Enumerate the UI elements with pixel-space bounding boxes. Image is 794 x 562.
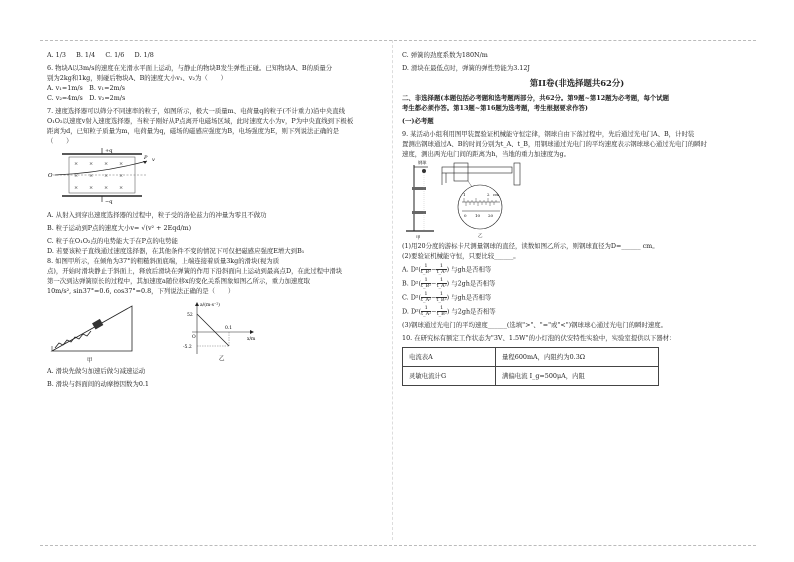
svg-text:×: × [104, 161, 109, 167]
q9-line2: 置测出钢球通过A、B的时间分别为t_A、t_B，用钢球通过光电门的平均速度表示钢球球心通过光电门的瞬时 [402, 140, 707, 148]
part2-subsection: (一)必考题 [402, 117, 434, 125]
q9-sub3: (3)钢球通过光电门的平均速度______(选填">"、"="或"<")钢球球心通过光电门的瞬时速度。 [402, 321, 668, 329]
q9-figure-yi-label: 乙 [478, 234, 483, 239]
q9-option-d-d2: D² [410, 307, 419, 316]
table-cell: 满偏电流 I_g=500μA，内阻 [496, 367, 659, 386]
q7-minus-label: −q [105, 199, 113, 204]
q9-option-a-minus: − [431, 265, 437, 274]
q8-line3: 第一次到达弹簧原长的过程中，其加速度a随位移x的变化关系图象如图乙所示，重力加速度取 [47, 277, 311, 285]
q8-tick-01: 0.1 [225, 326, 233, 331]
photogate-caliper-figure [402, 159, 602, 241]
q6-line1: 6. 物块A以3m/s的速度在光滑水平面上运动，与静止的物块B发生弹性正碰。已知物块A、B的质量分 [47, 64, 333, 72]
table-cell: 电流表A [403, 348, 496, 367]
q9-option-d-letter: D. [402, 307, 409, 316]
q8-option-a: A. 滑块先做匀加速后做匀减速运动 [47, 367, 146, 375]
q7-line1: 7. 速度选择器可以筛分不同速率的粒子，如图所示，极大一质量m、电荷量q的粒子(不计重力)沿中央直线 [47, 107, 346, 115]
q8-figure-jia-label: 甲 [87, 358, 93, 364]
q9-option-b-tail: 与2gh是否相等 [451, 279, 496, 288]
q9-option-a-d2: D² [410, 265, 419, 274]
q10-line: 10. 在研究标有额定工作状态为"3V、1.5W"的小灯泡的伏安特性实验中，实验室提供以下器材： [402, 334, 676, 342]
svg-text:×: × [119, 173, 124, 179]
q9-option-b-frac2: $\frac{1}{\text{t\_A²}}$ [436, 277, 447, 289]
q8-tick-m52: -5.2 [183, 345, 192, 350]
q8-line1: 8. 如图甲所示，在倾角为37°的粗糙斜面底端，上端连接着质量3kg的滑块(视为质 [47, 257, 280, 265]
q8-tick-52: 52 [187, 313, 193, 318]
q8-axis-a-label: a/(m·s⁻²) [200, 303, 220, 308]
q7-p-label: P [144, 155, 148, 161]
q9-option-a-letter: A. [402, 265, 409, 274]
svg-text:×: × [119, 161, 124, 167]
q7-option-a: A. 从射入到穿出速度选择器的过程中，粒子受的洛伦兹力的冲量为零且不做功 [47, 211, 267, 219]
q8-option-c: C. 弹簧的劲度系数为180N/m [402, 51, 488, 59]
q9-sub1: (1)用20分度的游标卡尺测量钢球的直径，读数如图乙所示，则钢球直径为D=______ cm。 [402, 242, 659, 250]
svg-text:×: × [89, 173, 94, 179]
vernier-label-0: 0 [464, 213, 467, 218]
bottom-border [40, 545, 756, 546]
top-border [40, 40, 756, 41]
table-cell: 量程600mA，内阻约为0.3Ω [496, 348, 659, 367]
column-divider [392, 40, 393, 540]
q9-option-c-letter: C. [402, 293, 409, 302]
q5-option-b: B. 1/4 [76, 51, 96, 59]
q9-option-d-tail: 与2gh是否相等 [451, 307, 496, 316]
svg-text:×: × [119, 185, 124, 191]
q9-option-c-frac1: $\frac{1}{\text{t\_A²}}$ [420, 291, 432, 303]
incline-spring-figure [47, 296, 307, 366]
part2-title: 第II卷(非选择题共62分) [529, 78, 625, 88]
right-column [402, 50, 752, 386]
q9-option-b-frac1: $\frac{1}{\text{t\_B²}}$ [420, 277, 432, 289]
q9-option-a-frac2: $\frac{1}{\text{t\_A²}}$ [436, 263, 447, 275]
q7-option-d: D. 若要该粒子直线通过速度选择器，在其他条件不变的情况下可仅把磁感应强度E增大到B₁ [47, 247, 305, 255]
table-row [403, 348, 659, 367]
q8-figure-yi-label: 乙 [219, 356, 225, 362]
q9-option-d-minus: − [431, 307, 437, 316]
q9-option-c-d2: D² [410, 293, 419, 302]
equipment-table [402, 347, 659, 386]
q9-option-d-frac2: $\frac{1}{\text{t\_B²}}$ [436, 305, 447, 317]
q9-option-a-tail: 与gh是否相等 [451, 265, 492, 274]
svg-text:×: × [89, 185, 94, 191]
svg-text:×: × [104, 185, 109, 191]
velocity-selector-figure [47, 146, 177, 204]
q7-plus-label: +q [105, 148, 113, 154]
ruler-label-2: 2 [487, 192, 490, 197]
q8-origin-label: O [192, 335, 196, 340]
q7-origin-label: O [48, 173, 53, 179]
q5-option-d: D. 1/8 [134, 51, 154, 59]
svg-text:×: × [104, 173, 109, 179]
q9-ball-label: 钢球 [418, 160, 427, 165]
q5-option-c: C. 1/6 [105, 51, 125, 59]
q8-line4: 10m/s², sin37°=0.6, cos37°=0.8，下列说法正确的是（ ） [47, 287, 235, 295]
q9-option-b-letter: B. [402, 279, 409, 288]
q7-option-c: C. 粒子在O₁O₂点的电势能大于在P点的电势能 [47, 237, 178, 245]
q6-line2: 别为2kg和1kg，则碰后物块A、B的速度大小v₁、v₂为（ ） [47, 74, 227, 82]
q7-line3: 距离为d，已知粒子质量为m，电荷量为q，磁场的磁感应强度为B，电场强度为E，则下列说法正确的是 [47, 127, 340, 135]
svg-text:×: × [74, 173, 79, 179]
q8-option-d: D. 滑块在最低点时，弹簧的弹性势能为3.12J [402, 64, 530, 72]
q9-option-c-tail: 与gh是否相等 [451, 293, 492, 302]
q9-sub2: (2)要验证机械能守恒，只要比较______。 [402, 252, 520, 260]
q9-option-c-frac2: $\frac{1}{\text{t\_B²}}$ [436, 291, 447, 303]
ruler-label-cm: cm [493, 192, 500, 197]
vernier-label-10: 10 [475, 213, 481, 218]
svg-text:×: × [89, 161, 94, 167]
q9-line3: 速度，测出两光电门间的距离为h，当地的重力加速度为g。 [402, 150, 570, 158]
q7-line4: （ ） [47, 137, 73, 145]
q9-option-a-frac1: $\frac{1}{\text{t\_B²}}$ [420, 263, 432, 275]
magnetic-field-crosses [74, 161, 123, 191]
ruler-label-1: 1 [463, 192, 466, 197]
q9-option-b: B. D²( $\frac{1}{\text{t\_B²}}$ − $\frac{1}{\text{t\_A²}}$ ) 与2gh是否相等 [402, 277, 496, 289]
q6-option-cd: C. v₂=4m/s D. v₂=2m/s [47, 94, 126, 102]
q9-option-a: A. D²( $\frac{1}{\text{t\_B²}}$ − $\frac{1}{\text{t\_A²}}$ ) 与gh是否相等 [402, 263, 492, 275]
q9-option-b-minus: − [431, 279, 437, 288]
q9-option-c-minus: − [431, 293, 437, 302]
q9-option-c: C. D²( $\frac{1}{\text{t\_A²}}$ − $\frac{1}{\text{t\_B²}}$ ) 与gh是否相等 [402, 291, 492, 303]
table-row [403, 367, 659, 386]
q7-option-b [47, 223, 382, 233]
vernier-label-20: 20 [488, 213, 494, 218]
q9-option-d: D. D²( $\frac{1}{\text{t\_A²}}$ − $\frac{1}{\text{t\_B²}}$ ) 与2gh是否相等 [402, 305, 496, 317]
part2-intro-line2: 考生都必须作答。第13题~第16题为选考题，考生根据要求作答) [402, 104, 588, 112]
q7-v-label: v [152, 157, 155, 163]
q8-axis-x-label: x/m [247, 337, 256, 342]
q8-option-b: B. 滑块与斜面间的动摩擦因数为0.1 [47, 380, 149, 388]
svg-text:×: × [74, 185, 79, 191]
q7-line2: O₁O₂以速度v射入速度选择器，当粒子刚好从P点离开电磁场区域，此时速度大小为v，P为中央直线到下极板 [47, 117, 354, 125]
svg-text:×: × [74, 161, 79, 167]
q9-option-d-frac1: $\frac{1}{\text{t\_A²}}$ [421, 305, 432, 317]
left-column [47, 50, 382, 389]
q8-line2: 点)，开始时滑块静止于斜面上，释放后滑块在弹簧的作用下沿斜面向上运动到最高点D，在此过程中滑块 [47, 267, 343, 275]
part2-intro-line1: 二、非选择题(本题包括必考题和选考题两部分，共62分。第9题~第12题为必考题，每个试题 [402, 94, 670, 102]
q7-option-b-formula: √(v² + 2Eqd/m) [141, 224, 192, 232]
q9-figure-jia-label: 甲 [416, 236, 421, 241]
q9-line1: 9. 某活动小组利用图甲装置验证机械能守恒定律，钢球自由下落过程中，先后通过光电门A、B，计时装 [402, 130, 695, 138]
q5-options [47, 50, 382, 60]
q7-option-b-text: B. 粒子运动到P点的速度大小v= [47, 224, 140, 232]
table-cell: 灵敏电流计G [403, 367, 496, 386]
q6-option-ab: A. v₁=1m/s B. v₁=2m/s [47, 84, 125, 92]
q9-option-b-d2: D² [410, 279, 419, 288]
q5-option-a: A. 1/3 [47, 51, 66, 59]
